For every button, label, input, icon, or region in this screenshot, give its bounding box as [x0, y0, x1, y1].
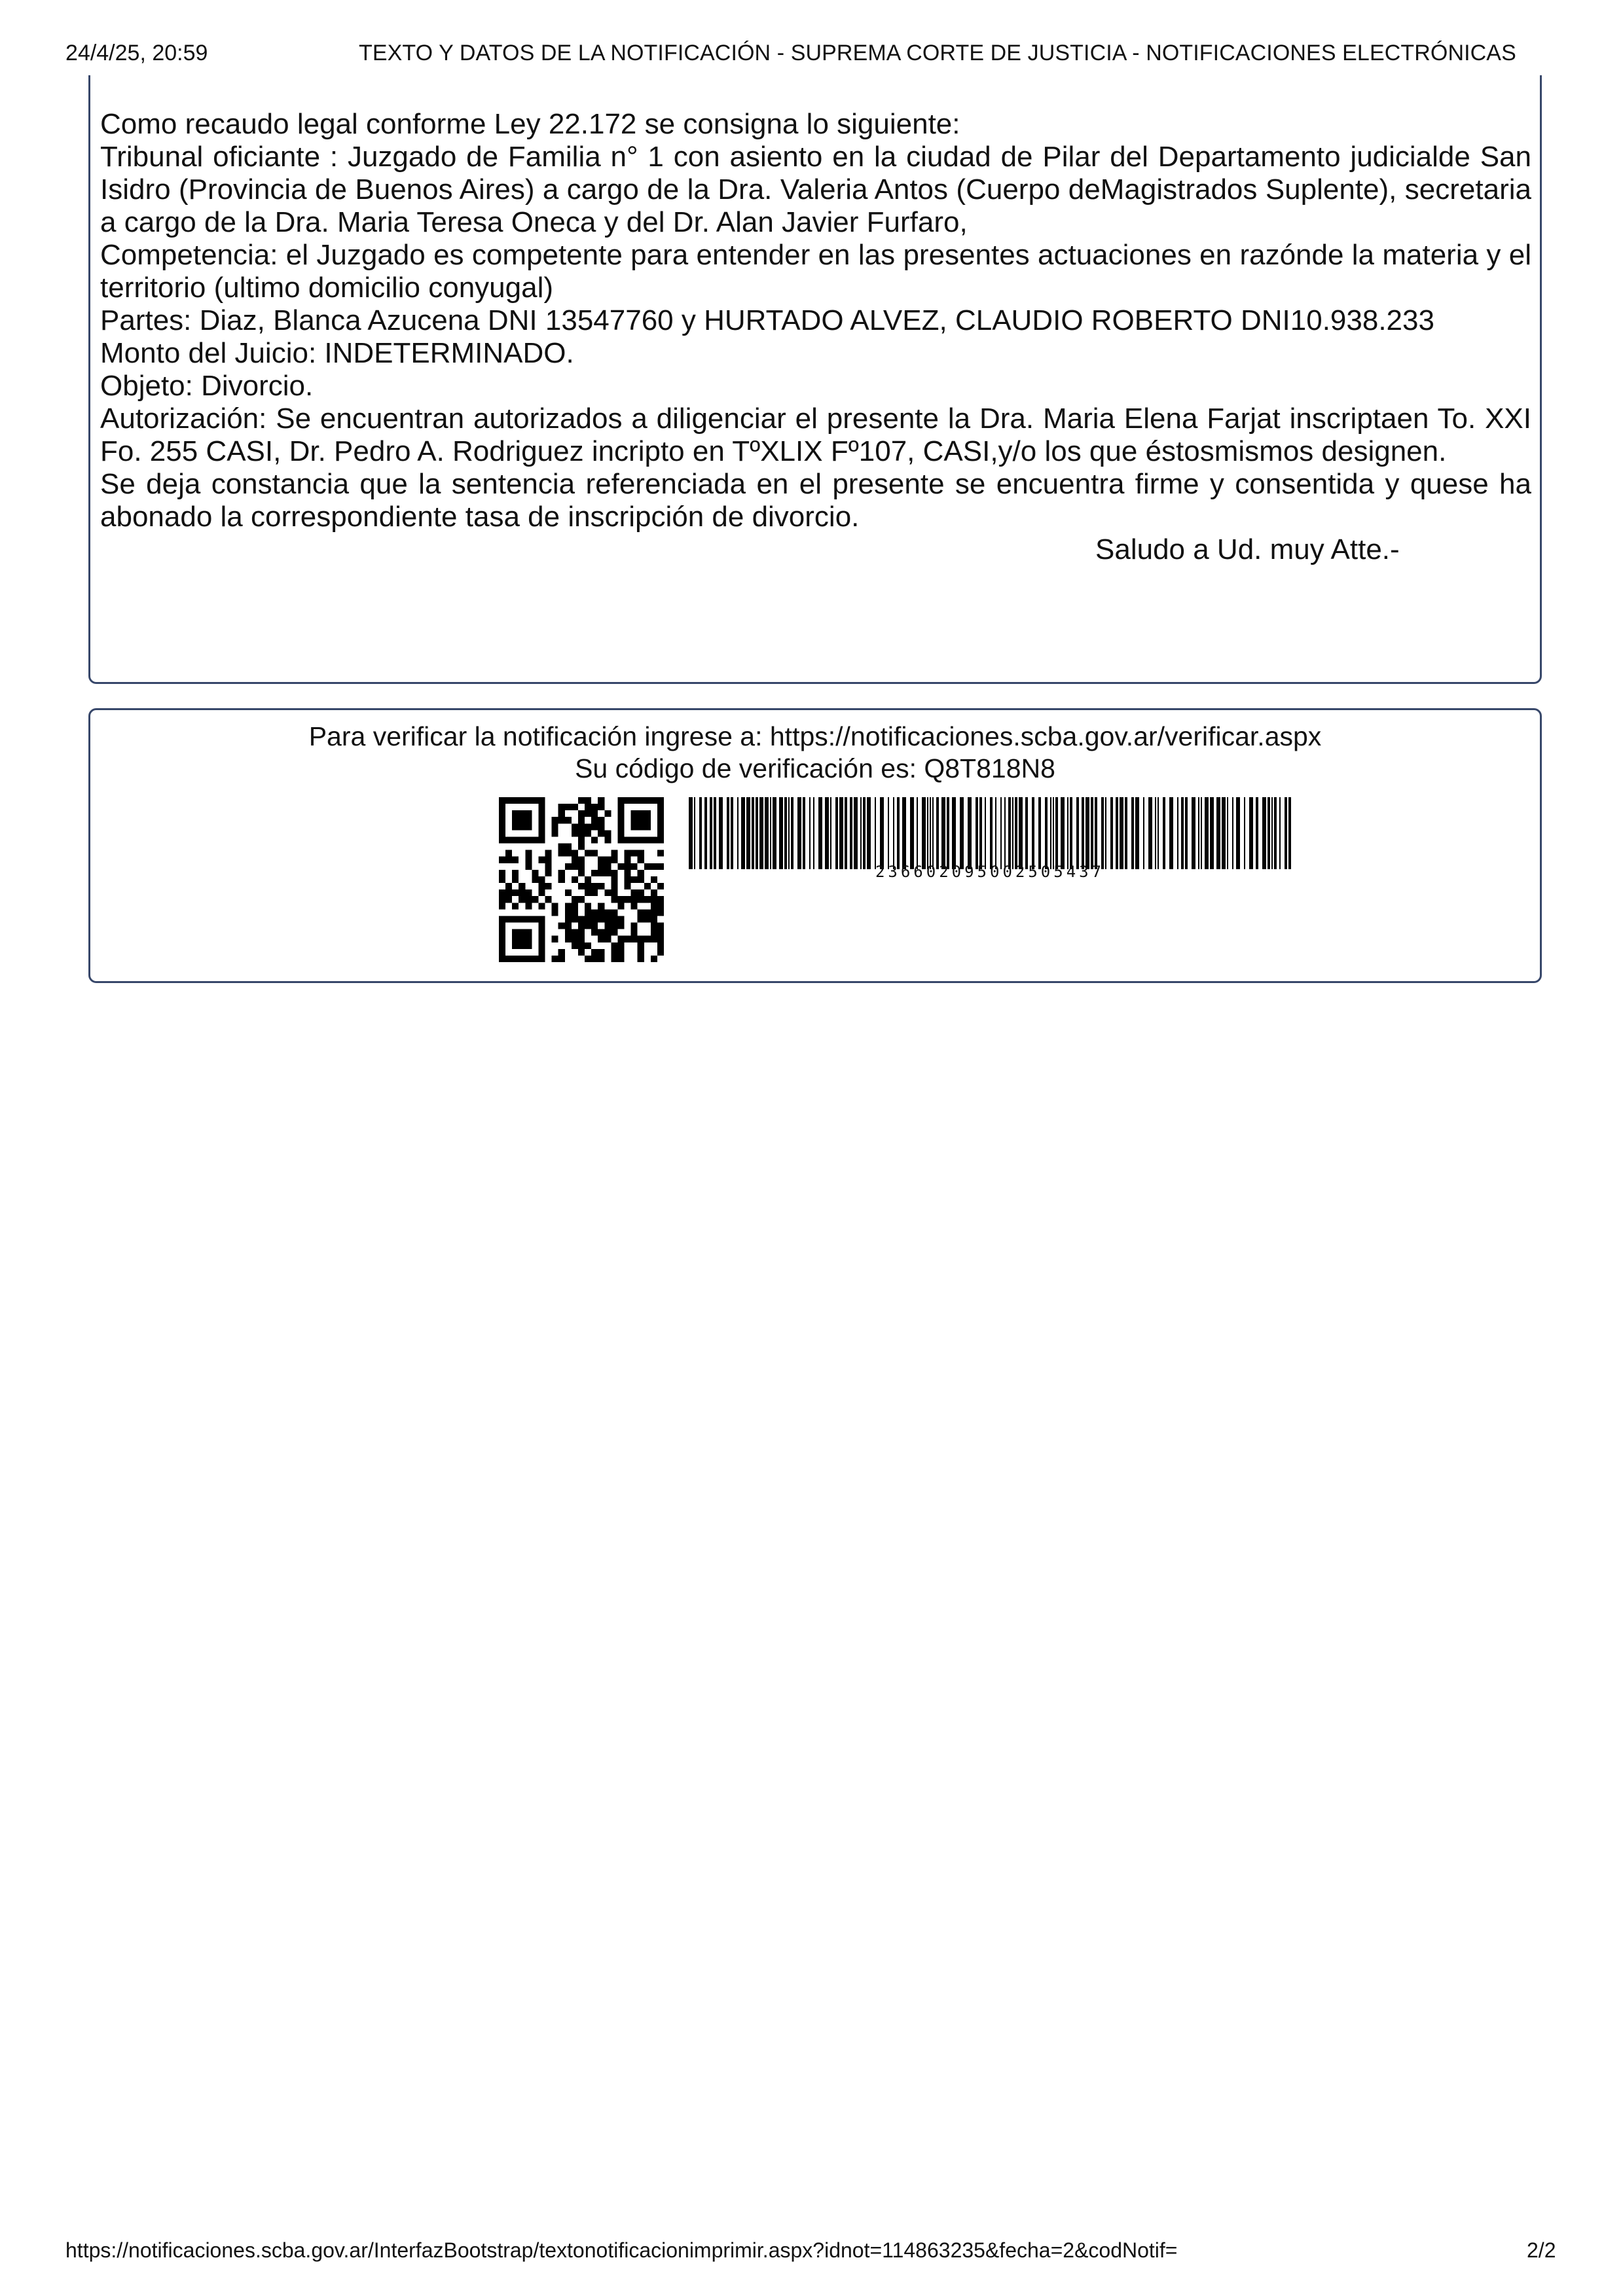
partes-paragraph: Partes: Diaz, Blanca Azucena DNI 13547760 y HURTADO ALVEZ, CLAUDIO ROBERTO DNI10.938.233 [100, 304, 1434, 336]
barcode-icon [689, 797, 1291, 869]
notification-body [100, 108, 1531, 566]
autorizacion-paragraph: Autorización: Se encuentran autorizados a diligenciar el presente la Dra. Maria Elena Farjat inscriptaen To. XXI Fo. 255 CASI, Dr. Pedro A. Rodriguez incripto en TºXLIX Fº107, CASI,y/o los que éstosmismos designen. [100, 403, 1531, 467]
constancia-paragraph: Se deja constancia que la sentencia referenciada en el presente se encuentra firme y consentida y quese ha abonado la correspondiente tasa de inscripción de divorcio. [100, 468, 1531, 533]
print-datetime: 24/4/25, 20:59 [65, 41, 208, 65]
page-number: 2/2 [1527, 2238, 1556, 2262]
tribunal-paragraph: Tribunal oficiante : Juzgado de Familia n° 1 con asiento en la ciudad de Pilar del Departamento judicialde San Isidro (Provincia de Buenos Aires) a cargo de la Dra. Valeria Antos (Cuerpo deMagistrados Suplente), secretaria a cargo de la Dra. Maria Teresa Oneca y del Dr. Alan Javier Furfaro, [100, 141, 1531, 238]
objeto-paragraph: Objeto: Divorcio. [100, 370, 314, 402]
qr-code-icon [499, 797, 664, 962]
closing-salutation: Saludo a Ud. muy Atte.- [1095, 533, 1400, 565]
footer-url: https://notificaciones.scba.gov.ar/InterfazBootstrap/textonotificacionimprimir.aspx?idnot=114863235&fecha=2&codNotif= [65, 2238, 1178, 2262]
monto-paragraph: Monto del Juicio: INDETERMINADO. [100, 337, 574, 369]
verification-code: Su código de verificación es: Q8T818N8 [575, 753, 1055, 783]
barcode-number: 236602095002505437 [875, 863, 1105, 881]
verification-instructions: Para verificar la notificación ingrese a: https://notificaciones.scba.gov.ar/verificar.aspx [308, 721, 1322, 751]
recaudo-paragraph: Como recaudo legal conforme Ley 22.172 se consigna lo siguiente: [100, 108, 960, 140]
page-title: TEXTO Y DATOS DE LA NOTIFICACIÓN - SUPREMA CORTE DE JUSTICIA - NOTIFICACIONES ELECTRÓNICAS [359, 41, 1516, 65]
competencia-paragraph: Competencia: el Juzgado es competente para entender en las presentes actuaciones en razónde la materia y el territorio (ultimo domicilio conyugal) [100, 239, 1531, 304]
